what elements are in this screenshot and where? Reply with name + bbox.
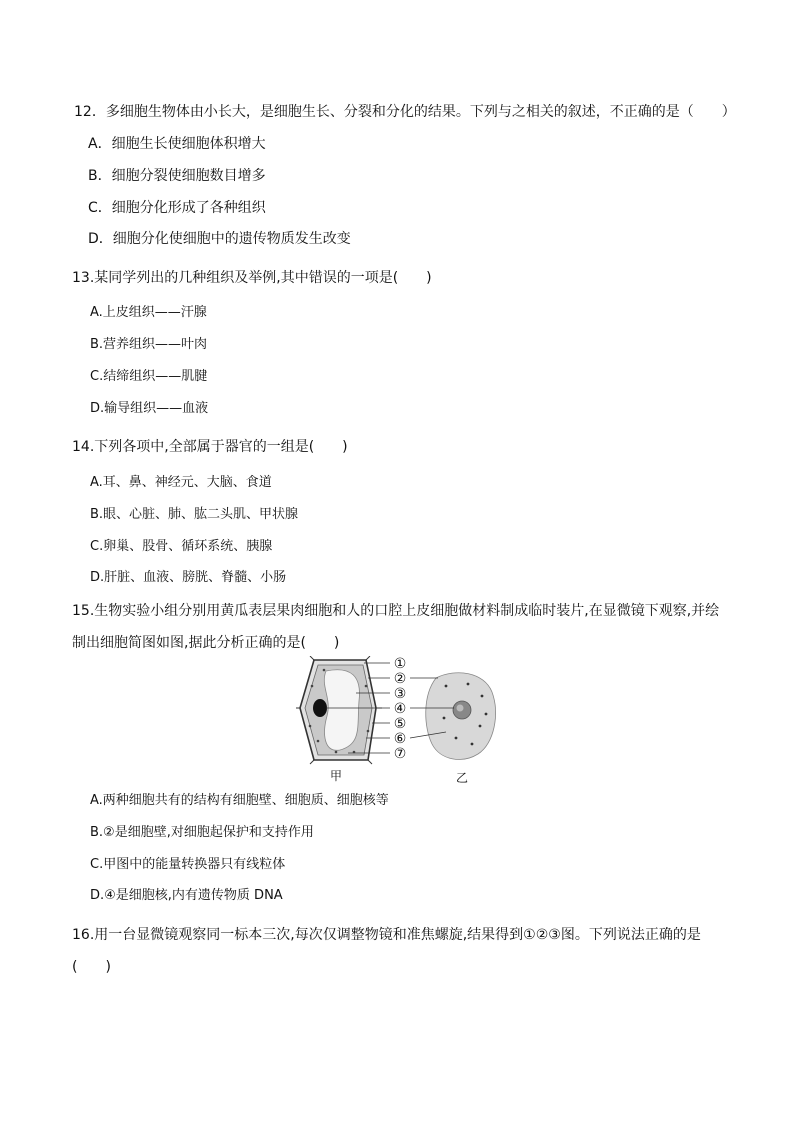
label-5: ⑤	[393, 716, 407, 732]
label-2: ②	[393, 671, 407, 687]
q16-stem-line1: 16.用一台显微镜观察同一标本三次,每次仅调整物镜和准焦螺旋,结果得到①②③图。下列说法正确的是	[72, 927, 701, 943]
q13-option-b: B.营养组织——叶肉	[90, 337, 208, 352]
q16-stem-line2: ( )	[72, 959, 111, 975]
q15-stem-line2: 制出细胞简图如图,据此分析正确的是( )	[72, 635, 340, 651]
animal-cell-figure	[426, 673, 496, 760]
q12-option-d: D．细胞分化使细胞中的遗传物质发生改变	[88, 231, 351, 247]
q15-option-a: A.两种细胞共有的结构有细胞壁、细胞质、细胞核等	[90, 793, 389, 808]
q14-option-c: C.卵巢、股骨、循环系统、胰腺	[90, 539, 273, 554]
q13-option-d: D.输导组织——血液	[90, 401, 209, 416]
q14-option-d: D.肝脏、血液、膀胱、脊髓、小肠	[90, 570, 287, 585]
label-4: ④	[393, 701, 407, 717]
q14-option-a: A.耳、鼻、神经元、大脑、食道	[90, 475, 272, 490]
q13-option-c: C.结缔组织——肌腱	[90, 369, 208, 384]
label-3: ③	[393, 686, 407, 702]
plant-cell-figure	[296, 656, 382, 764]
q15-option-d: D.④是细胞核,内有遗传物质 DNA	[90, 888, 283, 903]
q13-option-a: A.上皮组织——汗腺	[90, 305, 207, 320]
q13-stem: 13.某同学列出的几种组织及举例,其中错误的一项是( )	[72, 270, 432, 286]
caption-jia: 甲	[329, 769, 343, 783]
label-1: ①	[393, 656, 407, 672]
label-7: ⑦	[393, 746, 407, 762]
label-6: ⑥	[393, 731, 407, 747]
q12-option-b: B．细胞分裂使细胞数目增多	[88, 168, 266, 184]
q15-stem-line1: 15.生物实验小组分别用黄瓜表层果肉细胞和人的口腔上皮细胞做材料制成临时装片,在显微镜下观察,并绘	[72, 603, 720, 619]
q14-stem: 14.下列各项中,全部属于器官的一组是( )	[72, 439, 348, 455]
q12-option-c: C．细胞分化形成了各种组织	[88, 200, 266, 216]
q15-option-c: C.甲图中的能量转换器只有线粒体	[90, 857, 286, 872]
cell-diagram	[296, 656, 506, 788]
caption-yi: 乙	[455, 771, 469, 785]
q15-option-b: B.②是细胞壁,对细胞起保护和支持作用	[90, 825, 314, 840]
q12-stem: 12．多细胞生物体由小长大，是细胞生长、分裂和分化的结果。下列与之相关的叙述，不正确的是（ ）	[74, 104, 736, 120]
q12-option-a: A．细胞生长使细胞体积增大	[88, 136, 266, 152]
q14-option-b: B.眼、心脏、肺、肱二头肌、甲状腺	[90, 507, 299, 522]
